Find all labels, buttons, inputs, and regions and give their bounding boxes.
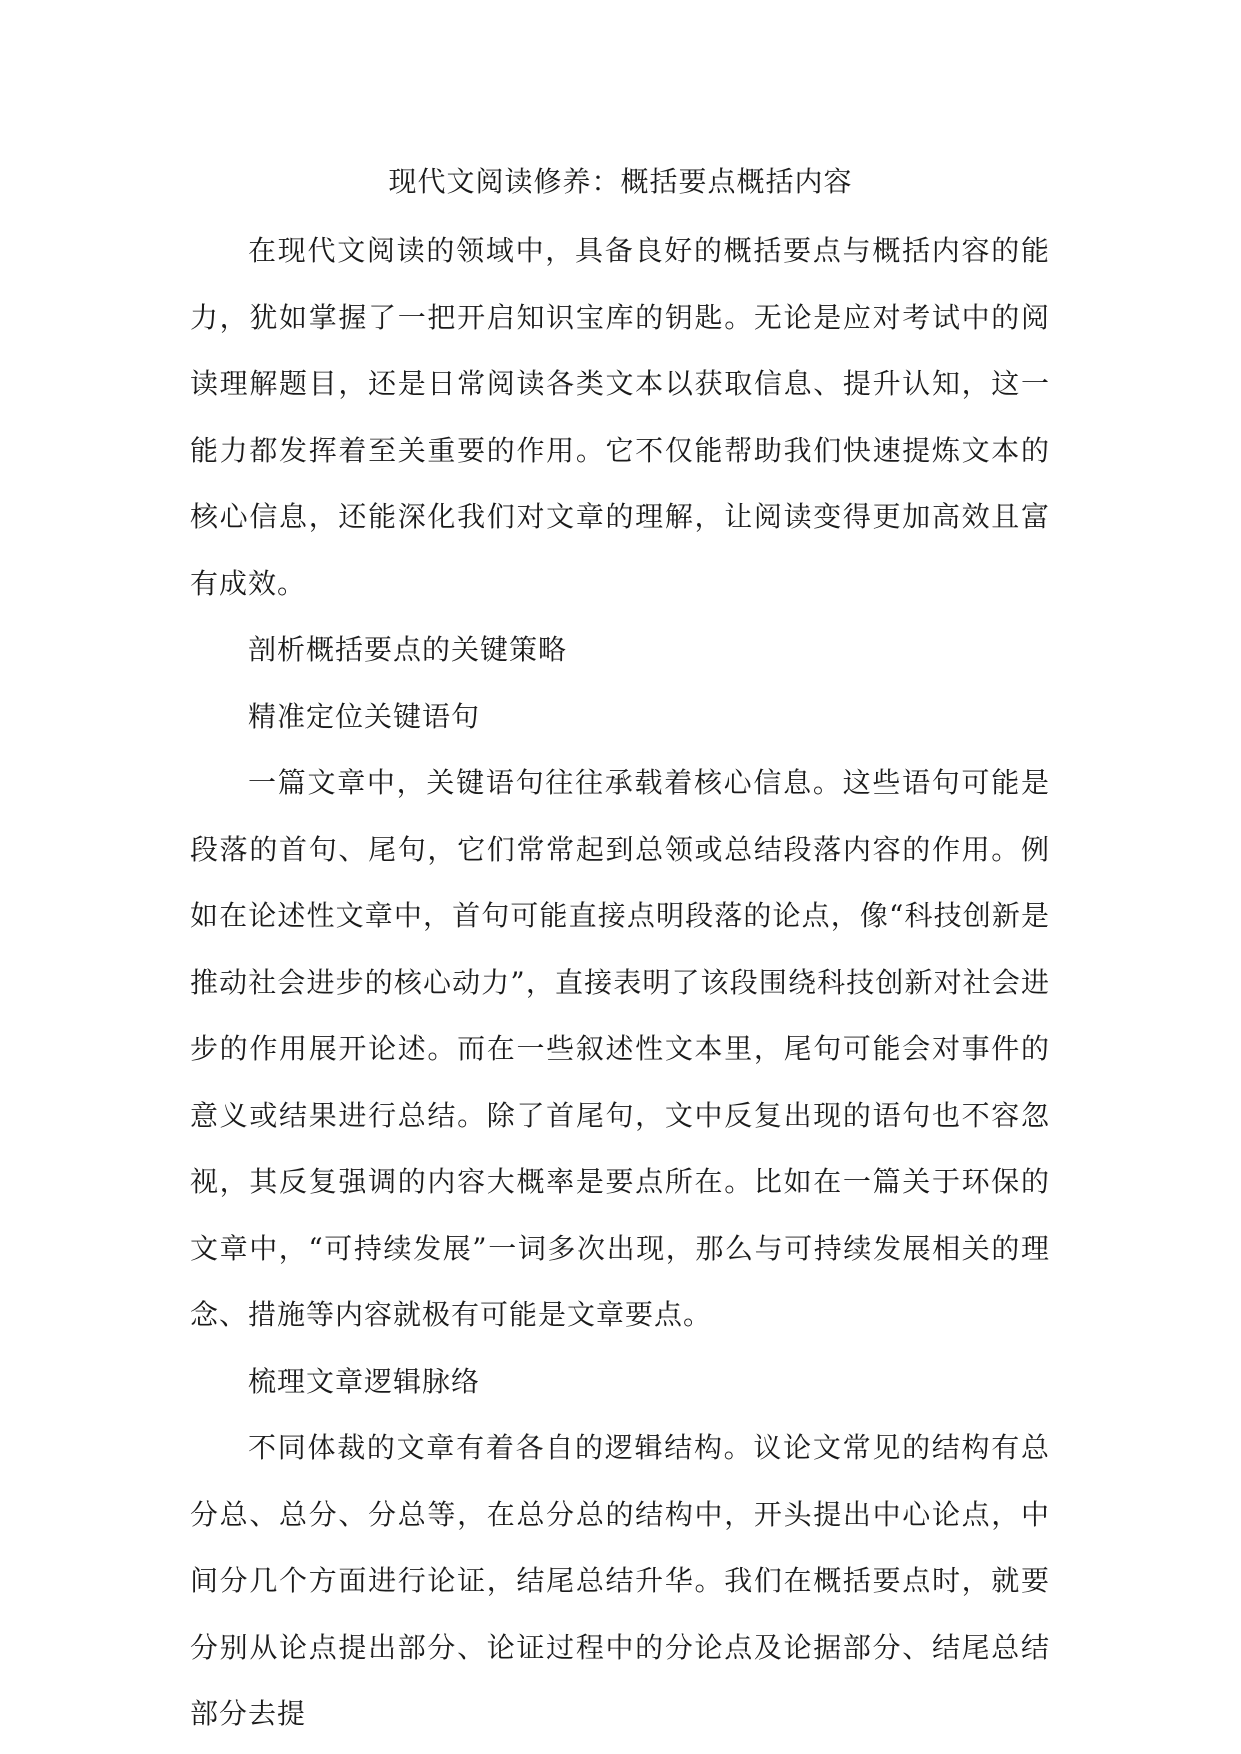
subsection-heading: 精准定位关键语句 [248, 699, 481, 733]
document-body [190, 218, 1050, 1748]
body-paragraph: 不同体裁的文章有着各自的逻辑结构。议论文常见的结构有总分总、总分、分总等，在总分总的结构中，开头提出中心论点，中间分几个方面进行论证，结尾总结升华。我们在概括要点时，就要分别从论点提出部分、论证过程中的分论点及论据部分、结尾总结部分去提 [190, 1431, 1050, 1730]
document-title: 现代文阅读修养：概括要点概括内容 [388, 165, 853, 198]
intro-paragraph: 在现代文阅读的领域中，具备良好的概括要点与概括内容的能力，犹如掌握了一把开启知识宝库的钥匙。无论是应对考试中的阅读理解题目，还是日常阅读各类文本以获取信息、提升认知，这一能力都发挥着至关重要的作用。它不仅能帮助我们快速提炼文本的核心信息，还能深化我们对文章的理解，让阅读变得更加高效且富有成效。 [190, 234, 1050, 600]
section-heading: 剖析概括要点的关键策略 [248, 633, 568, 666]
body-paragraph: 一篇文章中，关键语句往往承载着核心信息。这些语句可能是段落的首句、尾句，它们常常起到总领或总结段落内容的作用。例如在论述性文章中，首句可能直接点明段落的论点，像“科技创新是推动社会进步的核心动力”，直接表明了该段围绕科技创新对社会进步的作用展开论述。而在一些叙述性文本里，尾句可能会对事件的意义或结果进行总结。除了首尾句，文中反复出现的语句也不容忽视，其反复强调的内容大概率是要点所在。比如在一篇关于环保的文章中，“可持续发展”一词多次出现，那么与可持续发展相关的理念、措施等内容就极有可能是文章要点。 [190, 766, 1050, 1331]
subsection-heading: 梳理文章逻辑脉络 [248, 1364, 481, 1398]
